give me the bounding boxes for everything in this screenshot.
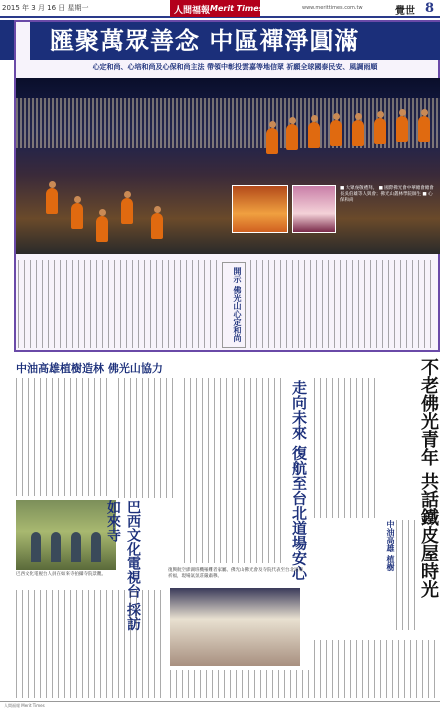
page-header bbox=[0, 0, 440, 18]
date-line: 2015 年 3 月 16 日 星期一 bbox=[2, 4, 89, 12]
section-name: 覺世 bbox=[395, 6, 415, 17]
person-figure bbox=[31, 532, 41, 562]
monk-figure bbox=[396, 116, 408, 142]
photo-caption: 復興航空澎湖班機罹難者家屬、佛光山佛光會及寺院代表至台北道場祈福，現場氣氛莊嚴肅穆。 bbox=[168, 568, 303, 579]
article-text bbox=[18, 260, 218, 348]
side-tab bbox=[0, 20, 14, 60]
article-title: 巴西文化電視台 採訪如來寺 bbox=[105, 500, 141, 631]
article-text bbox=[170, 670, 310, 698]
article-text bbox=[314, 378, 380, 518]
person-figure bbox=[51, 532, 61, 562]
brand-english: Merit Times bbox=[210, 4, 264, 13]
monk-figure bbox=[286, 124, 298, 150]
page-number: 8 bbox=[425, 1, 435, 16]
ceremony-photo bbox=[170, 588, 300, 666]
monk-figure bbox=[330, 120, 342, 146]
headline: 匯聚萬眾善念 中區禪淨圓滿 bbox=[30, 22, 440, 60]
article-text bbox=[250, 260, 436, 348]
article-subtitle: 中油高雄 植樹 bbox=[386, 520, 395, 571]
tv-crew-photo bbox=[16, 500, 116, 570]
brand-logo: 人間福報 bbox=[170, 0, 260, 17]
article-text bbox=[314, 640, 438, 698]
monk-figure bbox=[374, 118, 386, 144]
inset-photo-monks bbox=[232, 185, 288, 233]
article-text bbox=[16, 378, 112, 496]
article-title: 走向未來 復航至台北道場安心 bbox=[290, 380, 308, 581]
article-text bbox=[118, 378, 178, 498]
monk-figure bbox=[418, 116, 430, 142]
article-title-main: 不老佛光青年 共話鐵皮屋時光 bbox=[418, 358, 439, 599]
site-url: www.merittimes.com.tw bbox=[302, 5, 363, 11]
subheadline: 心定和尚、心培和尚及心保和尚主法 帶領中彰投雲嘉等地信眾 祈願全球國泰民安、風調雨順 bbox=[92, 63, 378, 71]
person-figure bbox=[91, 532, 101, 562]
article-text bbox=[184, 378, 282, 563]
monk-figure bbox=[71, 203, 83, 229]
monk-figure bbox=[121, 198, 133, 224]
article-text bbox=[16, 590, 166, 698]
photo-caption: 巴西文化電視台人員在如來寺拍攝寺院景觀。 bbox=[16, 572, 106, 577]
person-figure bbox=[71, 532, 81, 562]
monk-figure bbox=[151, 213, 163, 239]
monk-figure bbox=[352, 120, 364, 146]
monk-figure bbox=[46, 188, 58, 214]
inset-photo-speaker bbox=[292, 185, 336, 233]
monk-figure bbox=[266, 128, 278, 154]
photo-caption: ■ 大眾虔敬禮拜。 ■ 國際佛光會中華總會總會長吳伯雄等人與會；佛光山叢林學院師生 ■ 心保和尚 bbox=[340, 186, 434, 203]
section-title: 中油高雄植樹造林 佛光山協力 bbox=[16, 362, 163, 375]
sidebar-title: 開示 佛光山心定和尚 bbox=[222, 262, 246, 348]
article-text bbox=[396, 520, 416, 630]
monk-figure bbox=[96, 216, 108, 242]
page-footer: 人間福報 Merit Times bbox=[0, 701, 440, 709]
monk-figure bbox=[308, 122, 320, 148]
